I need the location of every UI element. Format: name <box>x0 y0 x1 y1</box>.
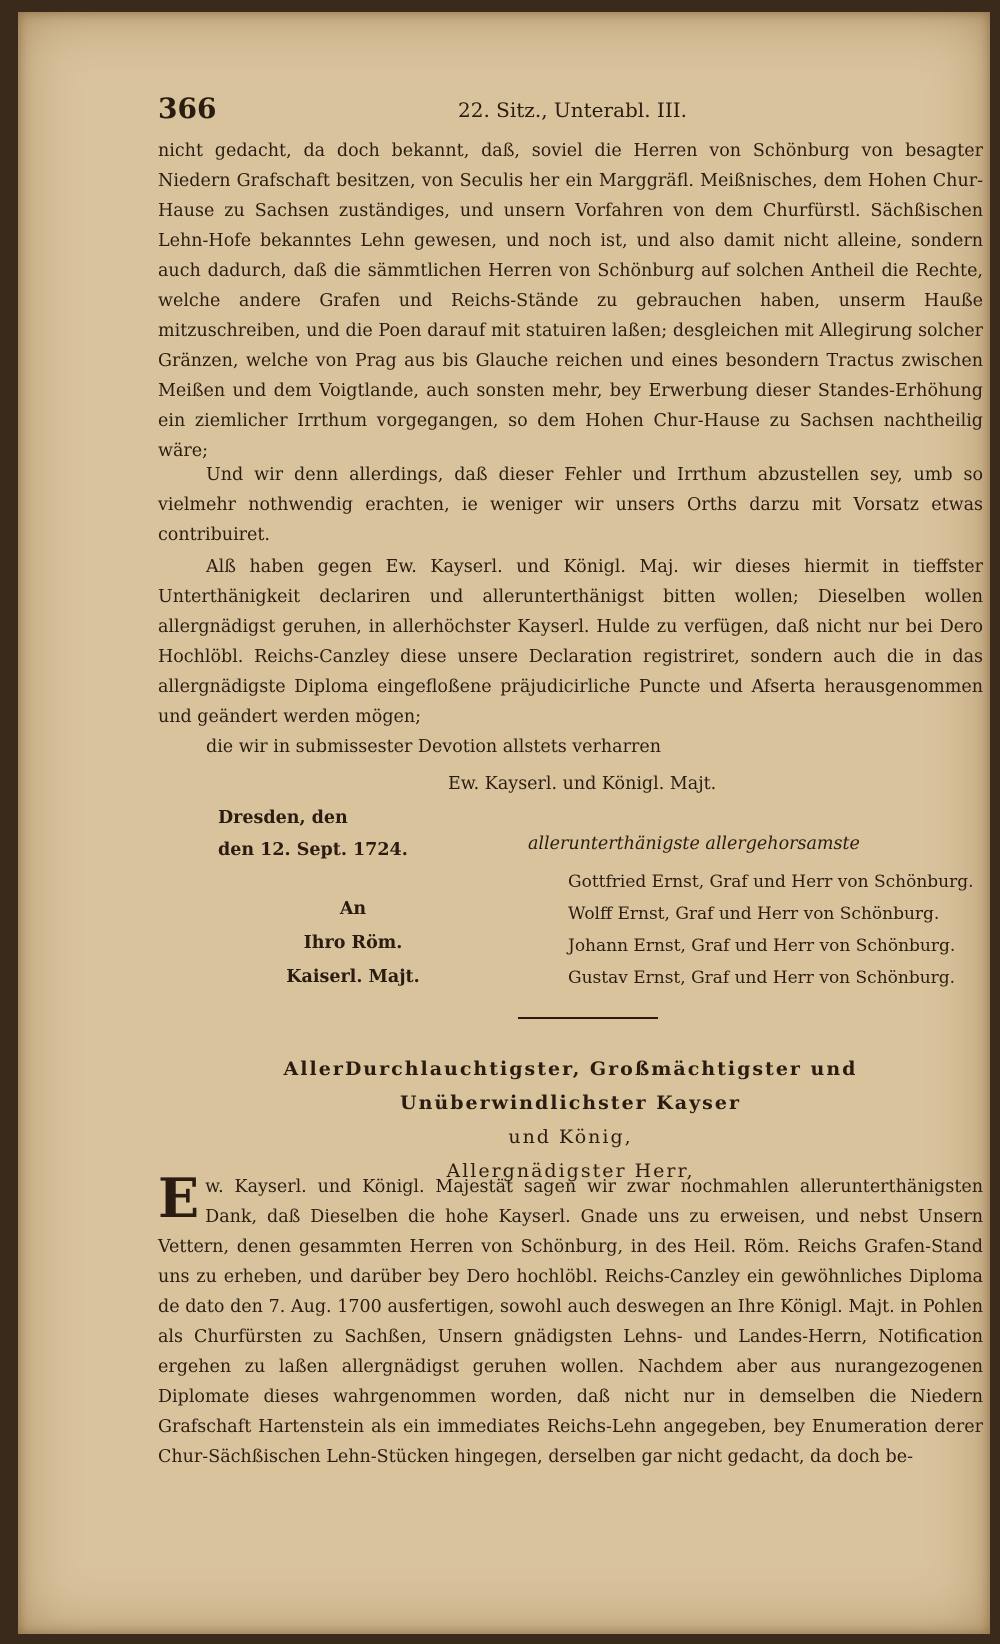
paragraph-4: die wir in submissester Devotion allstets verharren <box>206 737 661 757</box>
section-divider <box>518 1017 658 1019</box>
signatory: Johann Ernst, Graf und Herr von Schönburg. <box>568 936 956 956</box>
book-page <box>18 12 990 1634</box>
salutation <box>158 1052 983 1188</box>
place: Dresden, den <box>218 808 348 828</box>
to-label: An <box>339 899 367 919</box>
signatory: Gottfried Ernst, Graf und Herr von Schönburg. <box>568 872 974 892</box>
salutation-line-3: Allergnädigster Herr, <box>446 1160 695 1182</box>
page-header <box>158 92 838 132</box>
closing-formula: allerunterthänigste allergehorsamste <box>528 834 860 854</box>
drop-cap-initial: E <box>158 1166 200 1230</box>
salutation-line-1: AllerDurchlauchtigster, Großmächtigster und Unüberwindlichster Kayser <box>283 1058 858 1114</box>
to-recipient: Ihro Röm. Kaiserl. Majt. <box>286 933 420 987</box>
recipient-block <box>273 892 433 994</box>
page-number: 366 <box>158 92 217 125</box>
date: den 12. Sept. 1724. <box>218 840 408 860</box>
paragraph-3: Alß haben gegen Ew. Kayserl. und Königl. Maj. wir dieses hiermit in tieffster Unterthänigkeit declariren und allerunterthänigst bitten wollen; Dieselben wollen allergnädigst geruhen, in allerhöchster Kayserl. Hulde zu verfügen, daß nicht nur bei Dero Hochlöbl. Reichs-Canzley diese unsere Declaration registriret, sondern auch die in das allergnädigste Diploma eingefloßene präjudicirliche Puncte und Afserta herausgenommen und geändert werden mögen; <box>158 557 983 727</box>
letter-body-text: w. Kayserl. und Königl. Majestät sagen wir zwar nochmahlen allerunterthänigsten Dank, daß Dieselben die hohe Kayserl. Gnade uns zu erweisen, und nebst Unsern Vettern, denen gesammten Herren von Schönburg, in des Heil. Röm. Reichs Grafen-Stand uns zu erheben, und darüber bey Dero hochlöbl. Reichs-Canzley ein gewöhnliches Diploma de dato den 7. Aug. 1700 ausfertigen, sowohl auch deswegen an Ihre Königl. Majt. in Pohlen als Churfürsten zu Sachßen, Unsern gnädigsten Lehns- und Landes-Herrn, Notification ergehen zu laßen allergnädigst geruhen wollen. Nachdem aber aus nurangezogenen Diplomate dieses wahrgenommen worden, daß nicht nur in demselben die Niedern Grafschaft Hartenstein als ein immediates Reichs-Lehn angegeben, bey Enumeration derer Chur-Sächßischen Lehn-Stücken hingegen, derselben gar nicht gedacht, da doch be- <box>158 1177 983 1467</box>
paragraph-2: Und wir denn allerdings, daß dieser Fehler und Irrthum abzustellen sey, umb so vielmehr nothwendig erachten, ie weniger wir unsers Orths darzu mit Vorsatz etwas contribuiret. <box>158 465 983 545</box>
signatory: Wolff Ernst, Graf und Herr von Schönburg. <box>568 904 940 924</box>
addressee-title: Ew. Kayserl. und Königl. Majt. <box>448 774 717 794</box>
signatories <box>568 866 974 994</box>
running-head: 22. Sitz., Unterabl. III. <box>458 98 687 122</box>
signatory: Gustav Ernst, Graf und Herr von Schönburg. <box>568 968 956 988</box>
place-date <box>218 802 408 866</box>
paragraph-1: nicht gedacht, da doch bekannt, daß, soviel die Herren von Schönburg von besagter Niedern Grafschaft besitzen, von Seculis her ein Marggräfl. Meißnisches, dem Hohen Chur-Hause zu Sachsen zuständiges, und unsern Vorfahren von dem Churfürstl. Sächßischen Lehn-Hofe bekanntes Lehn gewesen, und noch ist, und also damit nicht alleine, sondern auch dadurch, daß die sämmtlichen Herren von Schönburg auf solchen Antheil die Rechte, welche andere Grafen und Reichs-Stände zu gebrauchen haben, unserm Hauße mitzuschreiben, und die Poen darauf mit statuiren laßen; desgleichen mit Allegirung solcher Gränzen, welche von Prag aus bis Glauche reichen und eines besondern Tractus zwischen Meißen und dem Voigtlande, auch sonsten mehr, bey Erwerbung dieser Standes-Erhöhung ein ziemlicher Irrthum vorgegangen, so dem Hohen Chur-Hause zu Sachsen nachtheilig wäre; <box>158 141 983 461</box>
salutation-line-2: und König, <box>508 1126 633 1148</box>
